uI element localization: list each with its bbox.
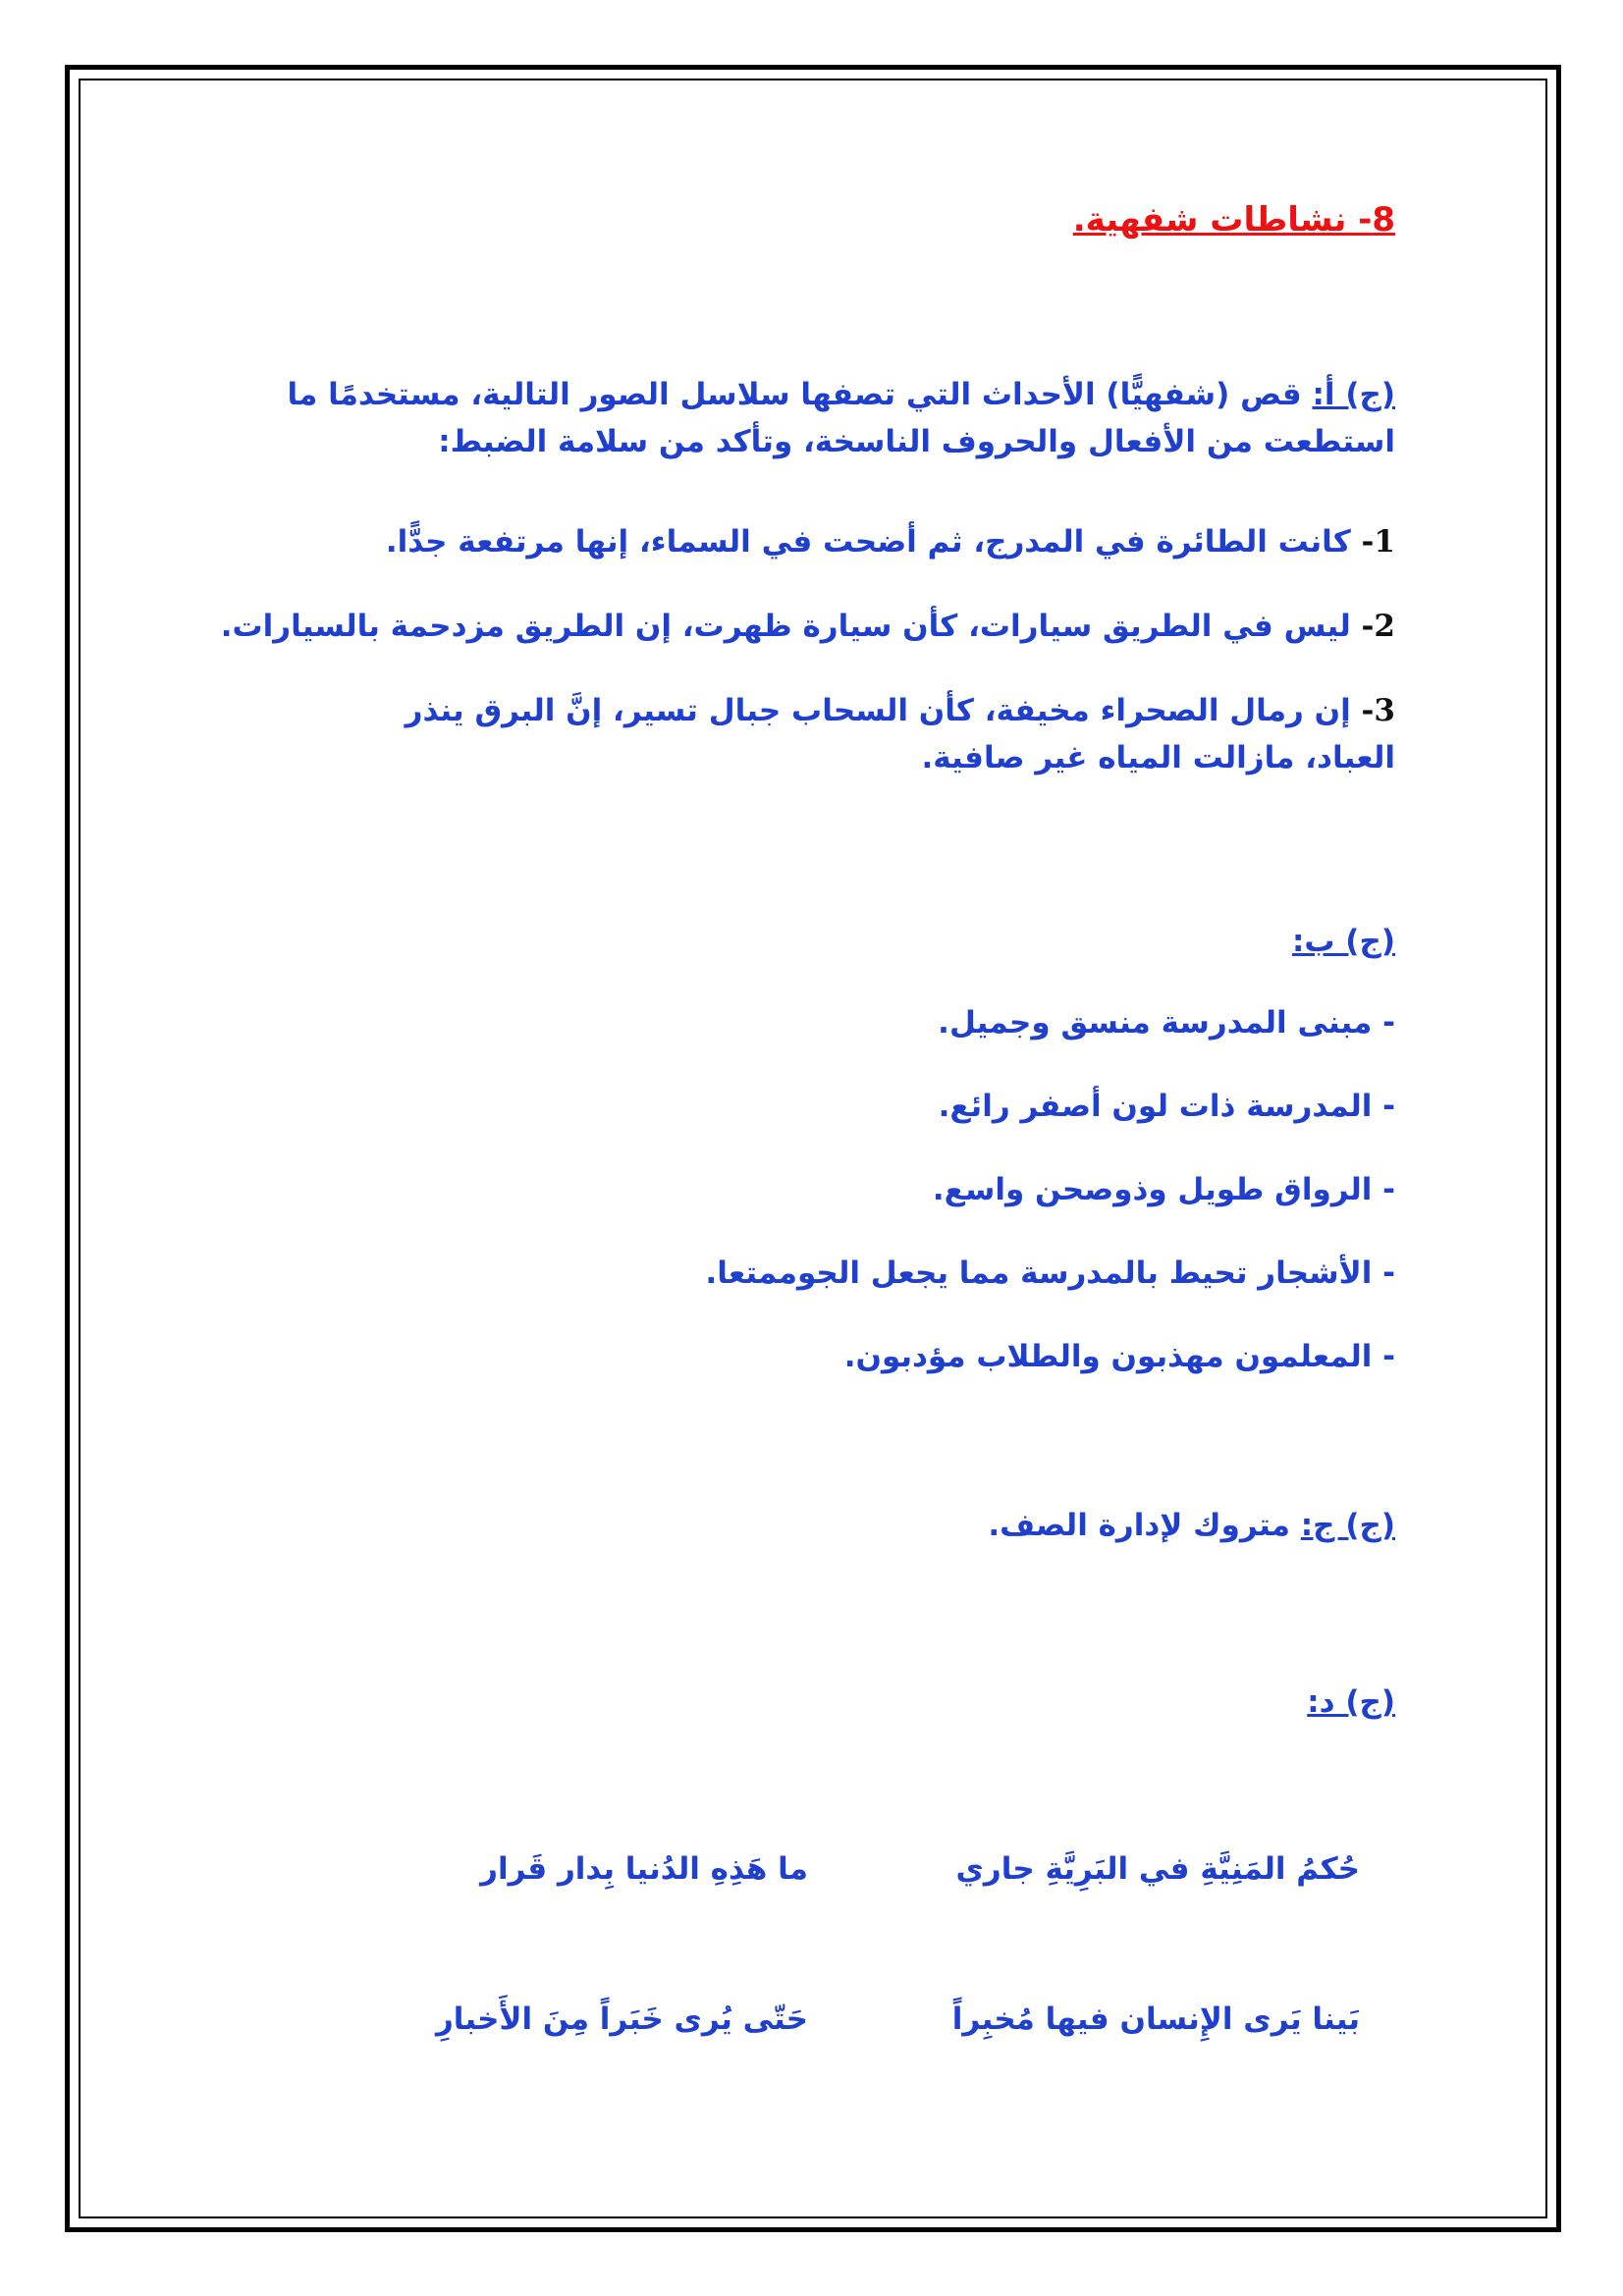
item-number: 3- — [1361, 693, 1395, 728]
part-c-text: متروك لإدارة الصف. — [988, 1508, 1290, 1543]
part-a-instruction: قص (شفهيًّا) الأحداث التي تصفها سلاسل الصور التالية، مستخدمًا ما استطعت من الأفعال والحروف الناسخة، وتأكد من سلامة الضبط: — [287, 377, 1395, 459]
part-a-item-3 — [305, 687, 1395, 781]
part-b-item: - الأشجار تحيط بالمدرسة مما يجعل الجوممتعا. — [705, 1255, 1395, 1291]
part-b-item: - الرواق طويل وذوصحن واسع. — [932, 1172, 1395, 1207]
verse-2-first-hemistich: بَينا يَرى الإِنسان فيها مُخبِراً — [951, 2002, 1360, 2037]
verse-2-second-hemistich: حَتّى يُرى خَبَراً مِنَ الأَخبارِ — [435, 2002, 808, 2037]
part-c — [988, 1502, 1395, 1549]
verse-1-first-hemistich: حُكمُ المَنِيَّةِ في البَرِيَّةِ جاري — [955, 1851, 1360, 1887]
part-b-label: (ج) ب: — [1291, 924, 1395, 959]
item-number: 2- — [1361, 609, 1395, 644]
part-d-label: (ج) د: — [1307, 1684, 1395, 1720]
item-number: 1- — [1361, 524, 1395, 560]
item-text: إن رمال الصحراء مخيفة، كأن السحاب جبال تسير، إنَّ البرق ينذر العباد، مازالت المياه غير صافية. — [405, 693, 1395, 775]
verse-1-second-hemistich: ما هَذِهِ الدُنيا بِدار قَرار — [480, 1851, 808, 1887]
part-a-item-2 — [221, 603, 1395, 650]
part-a-label: (ج) أ: — [1312, 377, 1395, 412]
section-title: 8- نشاطات شفهية. — [1072, 200, 1395, 240]
part-a-intro — [227, 371, 1395, 465]
part-b-item: - مبنى المدرسة منسق وجميل. — [938, 1005, 1395, 1041]
part-b-item: - المدرسة ذات لون أصفر رائع. — [938, 1089, 1395, 1124]
item-text: كانت الطائرة في المدرج، ثم أضحت في السماء، إنها مرتفعة جدًّا. — [385, 524, 1351, 560]
part-c-label: (ج) ج: — [1300, 1508, 1395, 1543]
item-text: ليس في الطريق سيارات، كأن سيارة ظهرت، إن الطريق مزدحمة بالسيارات. — [220, 609, 1351, 644]
part-a-item-1 — [386, 518, 1395, 565]
part-b-item: - المعلمون مهذبون والطلاب مؤدبون. — [843, 1339, 1395, 1374]
